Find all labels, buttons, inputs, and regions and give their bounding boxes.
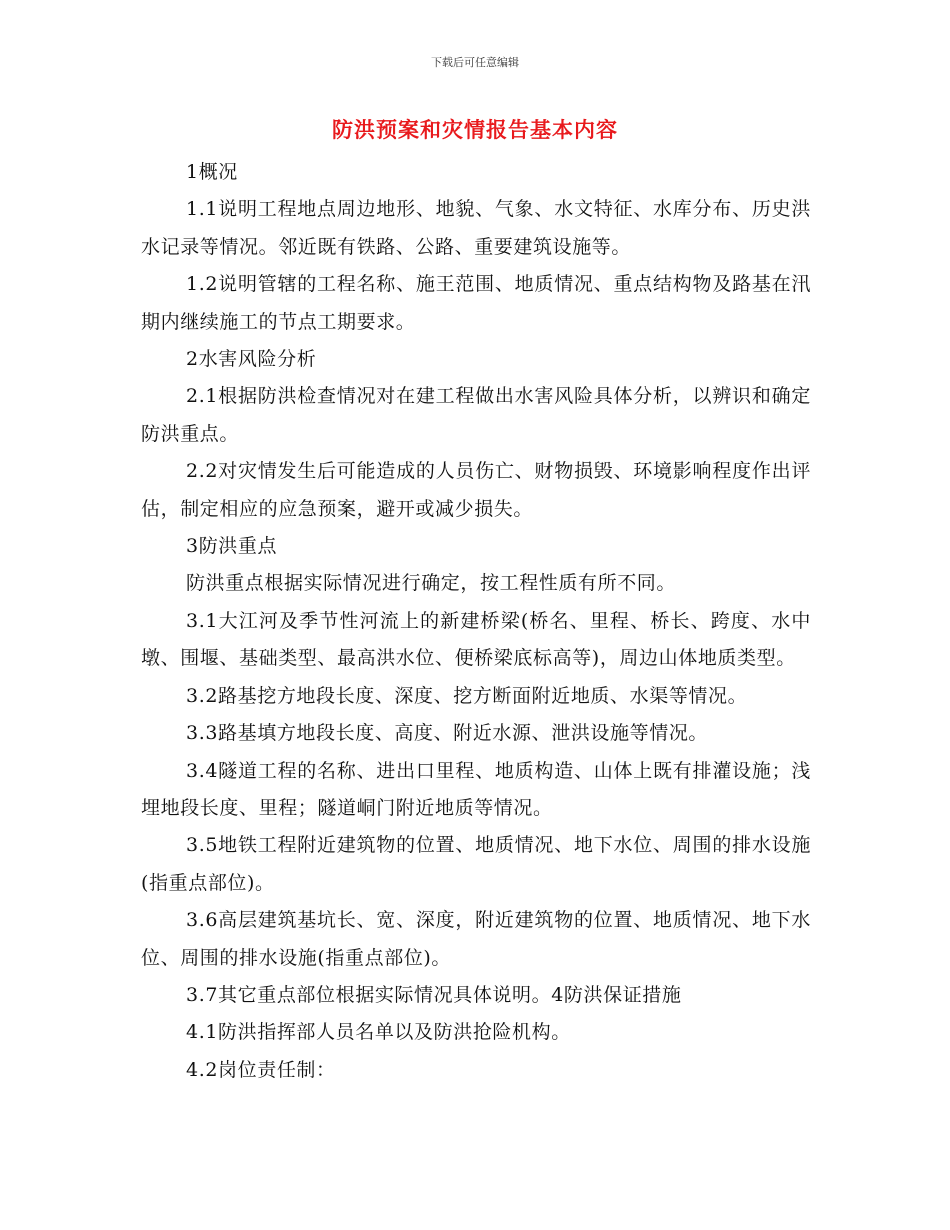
header-note: 下载后可任意编辑 bbox=[431, 56, 519, 69]
paragraph-4-2: 4.2岗位责任制： bbox=[186, 1058, 336, 1081]
paragraph-3-7: 3.7其它重点部位根据实际情况具体说明。4防洪保证措施 bbox=[186, 983, 682, 1006]
document-body bbox=[141, 154, 811, 1089]
paragraph-3-2: 3.2路基挖方地段长度、深度、挖方断面附近地质、水渠等情况。 bbox=[186, 684, 748, 707]
paragraph-3-intro: 防洪重点根据实际情况进行确定，按工程性质有所不同。 bbox=[186, 572, 677, 595]
paragraph-1-2: 1.2说明管辖的工程名称、施王范围、地质情况、重点结构物及路基在汛期内继续施工的节点工期要求。 bbox=[141, 273, 811, 333]
paragraph-3-1: 3.1大江河及季节性河流上的新建桥梁(桥名、里程、桥长、跨度、水中墩、围堰、基础类型、最高洪水位、便桥梁底标高等)，周边山体地质类型。 bbox=[141, 609, 811, 670]
paragraph-2-1: 2.1根据防洪检查情况对在建工程做出水害风险具体分析，以辨识和确定防洪重点。 bbox=[141, 385, 811, 445]
paragraph-2-2: 2.2对灾情发生后可能造成的人员伤亡、财物损毁、环境影响程度作出评估，制定相应的应急预案，避开或减少损失。 bbox=[141, 460, 811, 520]
paragraph-4-1: 4.1防洪指挥部人员名单以及防洪抢险机构。 bbox=[186, 1021, 571, 1044]
paragraph-3-6: 3.6高层建筑基坑长、宽、深度，附近建筑物的位置、地质情况、地下水位、周围的排水设施(指重点部位)。 bbox=[141, 909, 811, 969]
paragraph-3-4: 3.4隧道工程的名称、进出口里程、地质构造、山体上既有排灌设施；浅埋地段长度、里程；隧道峒门附近地质等情况。 bbox=[141, 759, 811, 819]
paragraph-1-1: 1.1说明工程地点周边地形、地貌、气象、水文特征、水库分布、历史洪水记录等情况。邻近既有铁路、公路、重要建筑设施等。 bbox=[141, 198, 811, 258]
document-title: 防洪预案和灾情报告基本内容 bbox=[332, 118, 618, 142]
paragraph-3-3: 3.3路基填方地段长度、高度、附近水源、泄洪设施等情况。 bbox=[186, 722, 709, 745]
section-heading-1: 1概况 bbox=[186, 161, 238, 183]
section-heading-2: 2水害风险分析 bbox=[186, 348, 317, 371]
section-heading-3: 3防洪重点 bbox=[186, 535, 278, 558]
paragraph-3-5: 3.5地铁工程附近建筑物的位置、地质情况、地下水位、周围的排水设施(指重点部位)。 bbox=[141, 834, 811, 894]
